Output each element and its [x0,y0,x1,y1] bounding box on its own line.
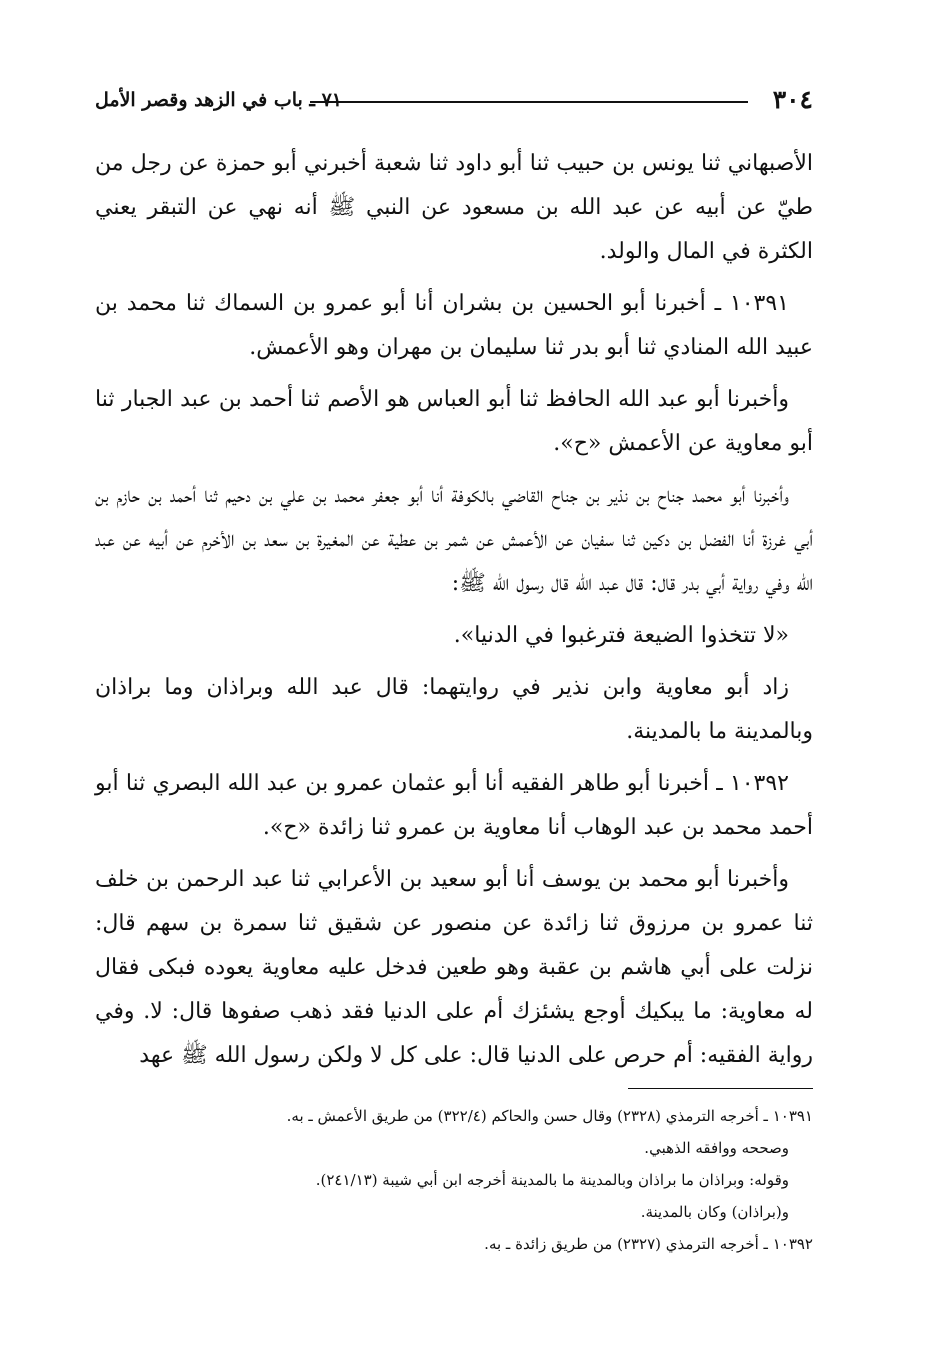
hadith-10391: ١٠٣٩١ ـ أخبرنا أبو الحسين بن بشران أنا أبو عمرو بن السماك ثنا محمد بن عبيد الله المنادي ثنا أبو بدر ثنا سليمان بن مهران وهو الأعمش. [95,291,813,360]
footnote-line: و(براذان) وكان بالمدينة. [640,1203,789,1221]
page-number: ٣٠٤ [772,85,813,114]
paragraph-chain-4: وأخبرنا أبو محمد بن يوسف أنا أبو سعيد بن الأعرابي ثنا عبد الرحمن بن خلف ثنا عمرو بن مرزوق ثنا زائدة عن منصور عن شقيق ثنا سمرة بن سهم قال: نزلت على أبي هاشم بن عقبة وهو طعين فدخل عليه معاوية يعوده فبكى فقال له معاوية: ما يبكيك أوجع يشئزك أم على الدنيا فقد ذهب صفوها قال: لا. وفي رواية الفقيه: أم حرص على الدنيا قال: على كل لا ولكن رسول الله ﷺ عهد [95,867,813,1068]
footnote-10391: ١٠٣٩١ ـ أخرجه الترمذي (٢٣٢٨) وقال حسن والحاكم (٣٢٢/٤) من طريق الأعمش ـ به. [286,1107,813,1125]
footnote-10392: ١٠٣٩٢ ـ أخرجه الترمذي (٢٣٢٧) من طريق زائدة ـ به. [484,1235,813,1253]
paragraph-addition: زاد أبو معاوية وابن نذير في روايتهما: قال عبد الله وبراذان وما براذان وبالمدينة ما بالمدينة. [95,675,813,744]
footnote-separator [628,1088,813,1089]
footnotes [95,1100,813,1260]
paragraph-continuation: الأصبهاني ثنا يونس بن حبيب ثنا أبو داود ثنا شعبة أخبرني أبو حمزة عن رجل من طيّ عن أبيه عن عبد الله بن مسعود عن النبي ﷺ أنه نهي عن التبقر يعني الكثرة في المال والولد. [95,151,813,264]
paragraph-chain-2: وأخبرنا أبو عبد الله الحافظ ثنا أبو العباس هو الأصم ثنا أحمد بن عبد الجبار ثنا أبو معاوية عن الأعمش «ح». [95,387,813,456]
footnote-line: وصححه ووافقه الذهبي. [644,1139,789,1157]
hadith-10392: ١٠٣٩٢ ـ أخبرنا أبو طاهر الفقيه أنا أبو عثمان عمرو بن عبد الله البصري ثنا أبو أحمد محمد بن عبد الوهاب أنا معاوية بن عمرو ثنا زائدة «ح». [95,771,813,840]
header-rule [310,101,748,103]
chapter-title: ٧١ ـ باب في الزهد وقصر الأمل [95,89,343,111]
footnote-line: وقوله: وبراذان ما براذان وبالمدينة ما بالمدينة أخرجه ابن أبي شيبة (٢٤١/١٣). [315,1171,789,1189]
main-text [95,142,813,1078]
paragraph-quote: «لا تتخذوا الضيعة فترغبوا في الدنيا». [453,623,789,648]
paragraph-chain-3: وأخبرنا أبو محمد جناح بن نذير بن جناح القاضي بالكوفة أنا أبو جعفر محمد بن علي بن دحيم ثنا أحمد بن حازم بن أبي غرزة أنا الفضل بن دكين ثنا سفيان عن الأعمش عن شمر بن عطية عن المغيرة بن سعد بن الأخرم عن أبيه عن عبد الله وفي رواية أبي بدر قال: قال عبد الله قال رسول الله ﷺ: [95,483,813,596]
running-header [95,80,813,120]
